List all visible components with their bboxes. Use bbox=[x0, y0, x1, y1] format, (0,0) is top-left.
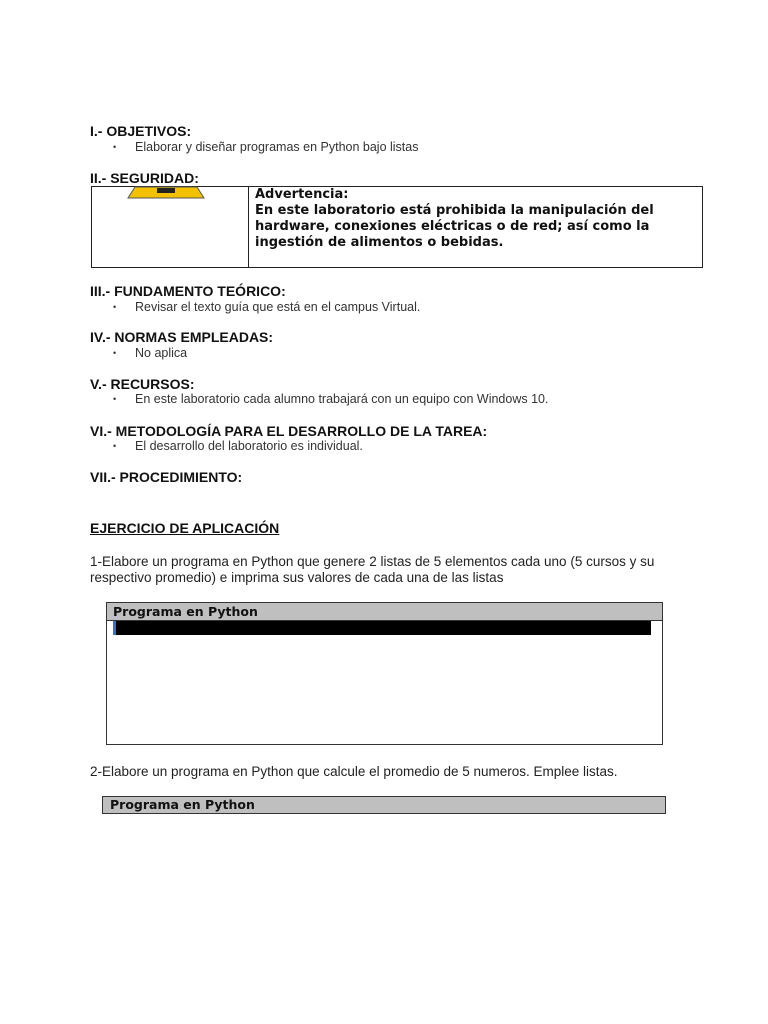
section-objetivos-title: I.- OBJETIVOS: bbox=[90, 123, 192, 139]
text-cursor bbox=[113, 621, 116, 635]
bullet-text: Elaborar y diseñar programas en Python bajo listas bbox=[135, 140, 419, 154]
code-editor-line[interactable] bbox=[113, 621, 651, 635]
code-box-2-header: Programa en Python bbox=[102, 796, 666, 814]
bullet-icon: • bbox=[113, 142, 117, 152]
bullet-icon: • bbox=[113, 441, 117, 451]
bullet-item bbox=[113, 392, 548, 407]
code-box-header: Programa en Python bbox=[107, 603, 662, 621]
bullet-item bbox=[113, 140, 418, 155]
warning-title: Advertencia: bbox=[255, 187, 349, 202]
bullet-icon: • bbox=[113, 302, 117, 312]
warning-text-block bbox=[255, 187, 695, 251]
exercise-question-2: 2-Elabore un programa en Python que calcule el promedio de 5 numeros. Emplee listas. bbox=[90, 764, 618, 779]
table-divider bbox=[248, 187, 249, 267]
section-recursos-title: V.- RECURSOS: bbox=[90, 376, 195, 392]
bullet-text: Revisar el texto guía que está en el campus Virtual. bbox=[135, 300, 421, 314]
bullet-item bbox=[113, 346, 187, 361]
bullet-item bbox=[113, 439, 363, 454]
exercise-title: EJERCICIO DE APLICACIÓN bbox=[90, 520, 280, 536]
section-procedimiento-title: VII.- PROCEDIMIENTO: bbox=[90, 469, 243, 485]
section-fundamento-title: III.- FUNDAMENTO TEÓRICO: bbox=[90, 283, 286, 299]
bullet-icon: • bbox=[113, 348, 117, 358]
code-box-1 bbox=[106, 602, 663, 745]
section-seguridad-title: II.- SEGURIDAD: bbox=[90, 170, 199, 186]
section-normas-title: IV.- NORMAS EMPLEADAS: bbox=[90, 329, 274, 345]
warning-message: En este laboratorio está prohibida la manipulación del hardware, conexiones eléctricas o de red; así como la ingestión de alimentos o bebidas. bbox=[255, 203, 654, 250]
exercise-question-1: 1-Elabore un programa en Python que genere 2 listas de 5 elementos cada uno (5 cursos y su respectivo promedio) e imprima sus valores de cada una de las listas bbox=[90, 554, 655, 585]
bullet-text: No aplica bbox=[135, 346, 188, 360]
bullet-text: El desarrollo del laboratorio es individual. bbox=[135, 439, 363, 453]
warning-sign-icon bbox=[127, 183, 205, 199]
bullet-icon: • bbox=[113, 394, 117, 404]
bullet-item bbox=[113, 300, 420, 315]
section-metodologia-title: VI.- METODOLOGÍA PARA EL DESARROLLO DE LA TAREA: bbox=[90, 423, 488, 439]
bullet-text: En este laboratorio cada alumno trabajará con un equipo con Windows 10. bbox=[135, 392, 549, 406]
